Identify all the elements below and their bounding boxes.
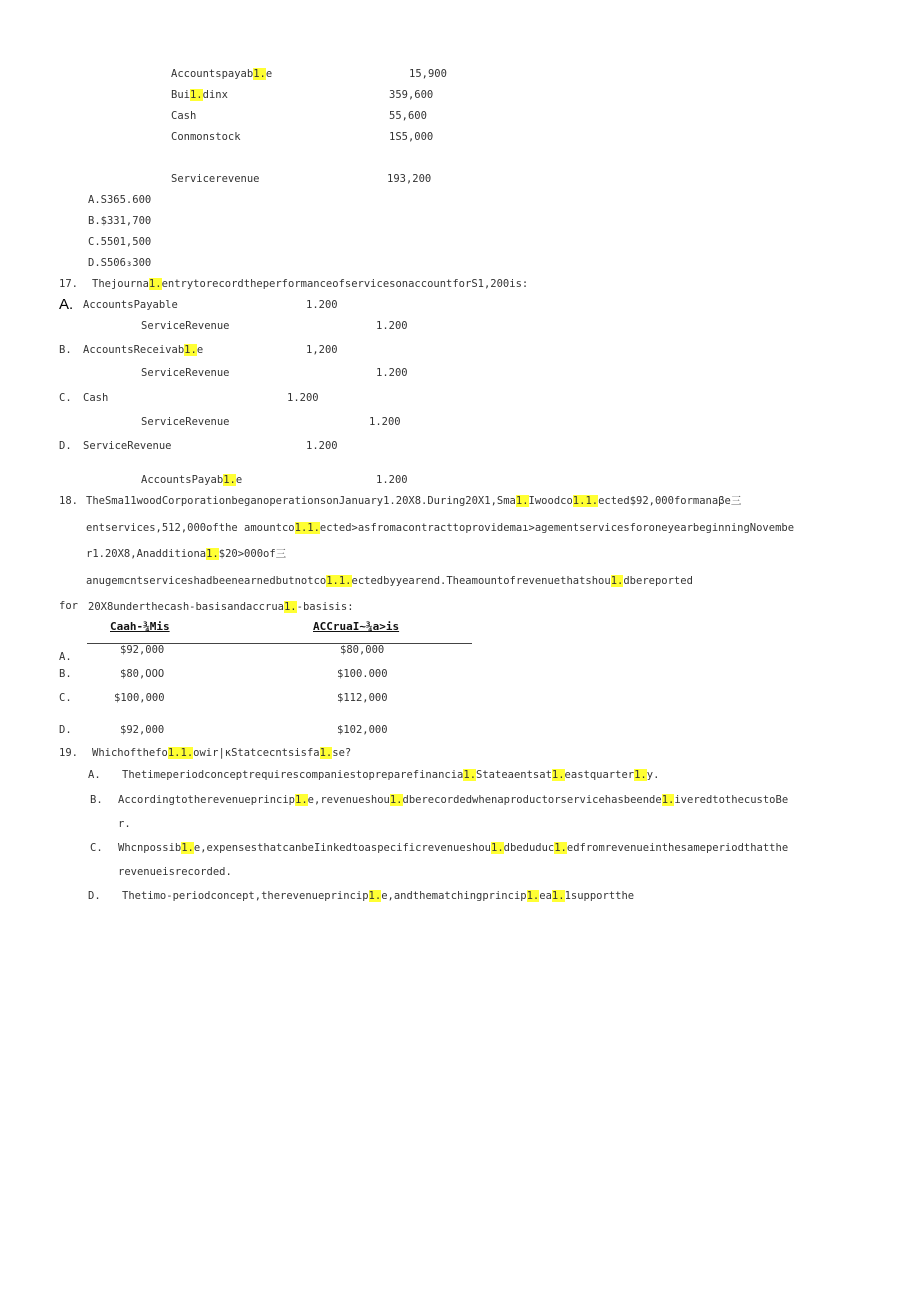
q19-option-b-text-line-2: r.: [118, 818, 131, 830]
q18-stem-line-4: anugemcntserviceshadbeenearnedbutnotco1.1.ectedbyyearend.Theamountofrevenuethatshou1.dbereported: [86, 575, 693, 587]
account-value-5: 193,200: [387, 173, 432, 185]
q18-row-d-accrual: $102,000: [337, 724, 388, 736]
q17-option-b-credit-amount: 1.200: [376, 367, 408, 379]
account-name-2: Bui1.dinx: [171, 89, 228, 101]
q16-choice-a: A.S365.600: [88, 194, 152, 206]
q18-column-cash-basis: Caah-¾Mis: [110, 620, 170, 633]
q17-option-b-credit: ServiceRevenue: [141, 367, 230, 379]
q18-stem-line-5: 20X8underthecash-basisandaccrua1.-basisis:: [88, 601, 354, 613]
q18-row-d-cash: $92,000: [120, 724, 165, 736]
q19-option-b-text: Accordingtotherevenueprincip1.e,revenueshou1.dberecordedwhenaproductorservicehasbeende1.iveredtothecustoBe: [118, 794, 789, 806]
q17-option-b-debit-amount: 1,200: [306, 344, 338, 356]
q19-number: 19.: [59, 747, 78, 759]
q19-option-b-letter: B.: [90, 794, 103, 806]
q16-choice-d: D.S506₃300: [88, 257, 152, 269]
q18-row-a-cash: $92,000: [120, 644, 165, 656]
q18-row-a-accrual: $80,000: [340, 644, 385, 656]
q17-option-a-credit: ServiceRevenue: [141, 320, 230, 332]
account-value-4: 1S5,000: [389, 131, 434, 143]
q18-row-b-accrual: $100.000: [337, 668, 388, 680]
q17-number: 17.: [59, 278, 78, 290]
q18-number: 18.: [59, 495, 78, 507]
q17-option-c-letter: C.: [59, 392, 72, 404]
q17-option-a-debit: AccountsPayable: [83, 299, 178, 311]
q18-stem-line-3: r1.20X8,Anadditiona1.$20>000of三: [86, 548, 287, 560]
q17-option-d-letter: D.: [59, 440, 72, 452]
q17-option-c-debit: Cash: [83, 392, 109, 404]
q17-option-d-credit: AccountsPayab1.e: [141, 474, 243, 486]
q19-option-d-letter: D.: [88, 890, 101, 902]
account-value-3: 55,600: [389, 110, 427, 122]
account-name-3: Cash: [171, 110, 197, 122]
q17-option-a-letter: A.: [59, 296, 74, 313]
q18-row-c-letter: C.: [59, 692, 72, 704]
q19-option-c-text-line-2: revenueisrecorded.: [118, 866, 232, 878]
q18-row-b-cash: $80,OOO: [120, 668, 165, 680]
account-name-4: Conmonstock: [171, 131, 241, 143]
q17-option-c-credit: ServiceRevenue: [141, 416, 230, 428]
q18-row-b-letter: B.: [59, 668, 72, 680]
q19-option-a-letter: A.: [88, 769, 101, 781]
q19-option-c-letter: C.: [90, 842, 103, 854]
q19-option-d-text: Thetimo-periodconcept,therevenueprincip1.e,andthematchingprincip1.ea1.1supportthe: [122, 890, 635, 902]
account-value-1: 15,900: [409, 68, 447, 80]
q17-option-d-debit: ServiceRevenue: [83, 440, 172, 452]
q17-option-a-debit-amount: 1.200: [306, 299, 338, 311]
q19-option-c-text: Whcnpossib1.e,expensesthatcanbeIinkedtoaspecificrevenueshou1.dbeduduc1.edfromrevenueinthesameperiodthatthe: [118, 842, 789, 854]
account-name-5: Servicerevenue: [171, 173, 260, 185]
q17-stem: Thejourna1.entrytorecordtheperformanceofservicesonaccountforS1,200is:: [92, 278, 529, 290]
q16-choice-c: C.5501,500: [88, 236, 152, 248]
q19-stem: Whichofthefo1.1.owir|κStatcecntsisfa1.se?: [92, 747, 352, 759]
q17-option-a-credit-amount: 1.200: [376, 320, 408, 332]
q18-row-c-cash: $100,000: [114, 692, 165, 704]
account-name-1: Accountspayab1.e: [171, 68, 273, 80]
account-value-2: 359,600: [389, 89, 434, 101]
q18-row-c-accrual: $112,000: [337, 692, 388, 704]
q19-option-a-text: Thetimeperiodconceptrequirescompaniestopreparefinancia1.Stateaentsat1.eastquarter1.y.: [122, 769, 660, 781]
q17-option-b-letter: B.: [59, 344, 72, 356]
q17-option-d-credit-amount: 1.200: [376, 474, 408, 486]
q18-column-accrual-basis: ACCruaI~¾a>is: [313, 620, 400, 633]
q18-stem-line-5-prefix: for: [59, 600, 78, 612]
q18-row-a-letter: A.: [59, 651, 72, 663]
q16-choice-b: B.$331,700: [88, 215, 152, 227]
q17-option-c-debit-amount: 1.200: [287, 392, 319, 404]
q18-stem-line-2: entservices,512,000ofthe amountco1.1.ected>asfromacontracttoprovidemaı>agementservicesforoneyearbeginningNovembe: [86, 522, 795, 534]
q17-option-d-debit-amount: 1.200: [306, 440, 338, 452]
q17-option-c-credit-amount: 1.200: [369, 416, 401, 428]
q17-option-b-debit: AccountsReceivab1.e: [83, 344, 204, 356]
q18-row-d-letter: D.: [59, 724, 72, 736]
q18-stem-line-1: TheSma11woodCorporationbeganoperationsonJanuary1.20X8.During20X1,Sma1.Iwoodco1.1.ected$92,000formanaβe三: [86, 495, 742, 507]
